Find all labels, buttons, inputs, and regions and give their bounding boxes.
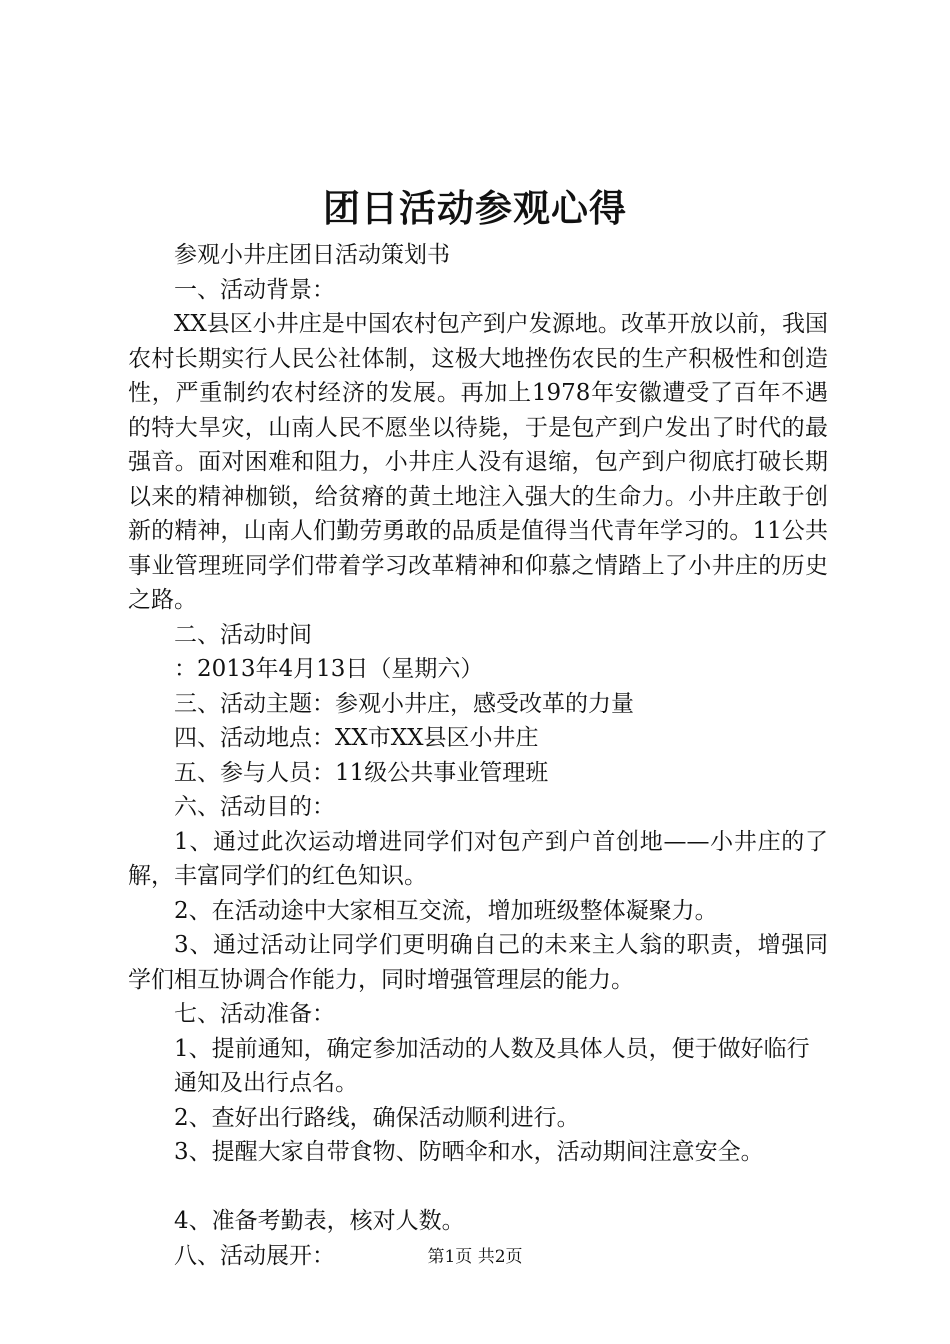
- section-heading-time: 二、活动时间: [174, 621, 312, 648]
- page-number: 第1页 共2页: [427, 1247, 523, 1267]
- document-body: [128, 238, 828, 1273]
- blank-line: [128, 1170, 828, 1205]
- background-paragraph: XX县区小井庄是中国农村包产到户发源地。改革开放以前，我国农村长期实行人民公社体制，这极大地挫伤农民的生产积极性和创造性，严重制约农村经济的发展。再加上1978年安徽遭受了百年不遇的特大旱灾，山南人民不愿坐以待毙，于是包产到户发出了时代的最强音。面对困难和阻力，小井庄人没有退缩，包产到户彻底打破长期以来的精神枷锁，给贫瘠的黄土地注入强大的生命力。小井庄敢于创新的精神，山南人们勤劳勇敢的品质是值得当代青年学习的。11公共事业管理班同学们带着学习改革精神和仰慕之情踏上了小井庄的历史之路。: [128, 311, 828, 613]
- document-title: 团日活动参观心得: [323, 186, 627, 230]
- section-heading-participants: 五、参与人员：11级公共事业管理班: [174, 759, 549, 786]
- preparation-item-3: 3、提醒大家自带食物、防晒伞和水，活动期间注意安全。: [174, 1139, 764, 1165]
- section-heading-purpose: 六、活动目的：: [174, 794, 335, 820]
- preparation-item-2: 2、查好出行路线，确保活动顺利进行。: [174, 1104, 580, 1131]
- purpose-item-2: 2、在活动途中大家相互交流，增加班级整体凝聚力。: [174, 897, 718, 924]
- preparation-item-4: 4、准备考勤表，核对人数。: [174, 1208, 465, 1234]
- purpose-item-1: 1、通过此次运动增进同学们对包产到户首创地——小井庄的了解，丰富同学们的红色知识。: [128, 828, 828, 889]
- purpose-item-3: 3、通过活动让同学们更明确自己的未来主人翁的职责，增强同学们相互协调合作能力，同时增强管理层的能力。: [128, 932, 828, 993]
- section-heading-background: 一、活动背景：: [174, 276, 335, 303]
- preparation-item-1: 1、提前通知，确定参加活动的人数及具体人员，便于做好临行: [174, 1035, 810, 1062]
- section-heading-preparation: 七、活动准备：: [174, 1001, 335, 1027]
- section-heading-theme: 三、活动主题：参观小井庄，感受改革的力量: [174, 690, 634, 717]
- section-heading-execution: 八、活动展开：: [174, 1242, 335, 1269]
- section-heading-location: 四、活动地点：XX市XX县区小井庄: [174, 725, 539, 751]
- preparation-item-1-continued: 通知及出行点名。: [174, 1070, 358, 1096]
- activity-time-value: ：2013年4月13日（星期六）: [174, 656, 484, 682]
- doc-subtitle: 参观小井庄团日活动策划书: [174, 242, 450, 268]
